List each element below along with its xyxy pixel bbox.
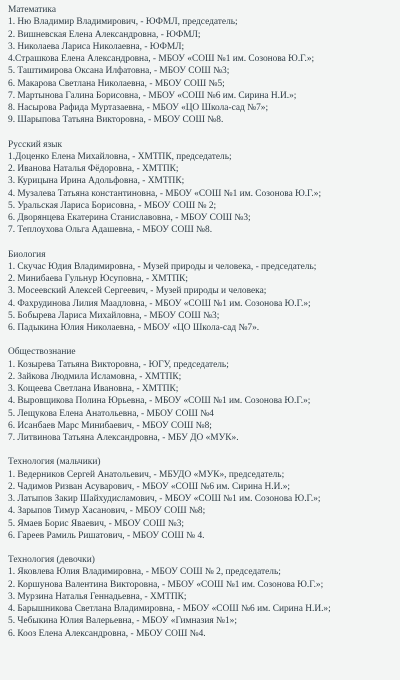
section-technology-girls xyxy=(8,554,398,640)
member-line: 6. Макарова Светлана Николаевна, - МБОУ СОШ №5; xyxy=(8,78,225,89)
member-line: 2. Иванова Наталья Фёдоровна, - ХМТПК; xyxy=(8,164,179,174)
section-biology xyxy=(8,249,398,335)
member-line: 4. Фахрудинова Лилия Маадловна, - МБОУ «СОШ №1 им. Созонова Ю.Г.»; xyxy=(8,298,311,309)
member-line: 1. Козырева Татьяна Викторовна, - ЮГУ, председатель; xyxy=(8,359,229,370)
section-mathematics xyxy=(8,4,398,127)
section-heading: Русский язык xyxy=(8,139,63,150)
member-line: 4. Барышникова Светлана Владимировна, - МБОУ «СОШ №6 им. Сирина Н.И.»; xyxy=(8,604,331,614)
section-heading: Математика xyxy=(8,5,56,15)
member-line: 6. Гареев Рамиль Ришатович, - МБОУ СОШ № 4. xyxy=(8,530,205,541)
member-line: 4. Музалева Татьяна константиновна, - МБОУ «СОШ №1 им. Созонова Ю.Г.»; xyxy=(8,188,322,199)
section-heading: Технология (мальчики) xyxy=(8,457,101,468)
member-line: 6. Дворянцева Екатерина Станиславовна, - МБОУ СОШ №3; xyxy=(8,213,251,223)
member-line: 5. Чебыкина Юлия Валерьевна, - МБОУ «Гимназия №1»; xyxy=(8,616,237,627)
member-line: 8. Насырова Рафида Муртазаевна, - МБОУ «ЦО Школа-сад №7»; xyxy=(8,103,269,113)
member-line: 3. Николаева Лариса Николаевна, - ЮФМЛ; xyxy=(8,41,185,52)
member-line: 2. Коршунова Валентина Викторовна, - МБОУ «СОШ №1 им. Созонова Ю.Г.»; xyxy=(8,579,324,590)
section-heading: Обществознание xyxy=(8,347,76,358)
section-technology-boys xyxy=(8,456,398,542)
member-line: 2. Вишневская Елена Александровна, - ЮФМЛ; xyxy=(8,29,201,40)
member-line: 5. Бобырева Лариса Михайловна, - МБОУ СОШ №3; xyxy=(8,310,220,321)
member-line: 4.Страшкова Елена Александровна, - МБОУ «СОШ №1 им. Созонова Ю.Г.»; xyxy=(8,54,315,64)
member-line: 7. Теплоухова Ольга Адашевна, - МБОУ СОШ №8. xyxy=(8,225,213,236)
member-line: 3. Мосеевский Алексей Сергеевич, - Музей природы и человека; xyxy=(8,286,267,297)
member-line: 9. Шарыпова Татьяна Викторовна, - МБОУ СОШ №8. xyxy=(8,115,224,126)
member-line: 6. Падыкина Юлия Николаевна, - МБОУ «ЦО Школа-сад №7». xyxy=(8,323,260,333)
member-line: 4. Выровщикова Полина Юрьевна, - МБОУ «СОШ №1 им. Созонова Ю.Г.»; xyxy=(8,396,311,407)
member-line: 5. Таштимирова Оксана Илфатовна, - МБОУ СОШ №3; xyxy=(8,66,230,77)
member-line: 1. Скучас Юдия Владимировна, - Музей природы и человека, - председатель; xyxy=(8,261,317,272)
member-line: 2. Зайкова Людмила Исламовна, - ХМТПК; xyxy=(8,371,182,382)
member-line: 1. Яковлева Юлия Владимировна, - МБОУ СОШ № 2, председатель; xyxy=(8,567,281,578)
member-line: 1. Ведерников Сергей Анатольевич, - МБУДО «МУК», председатель; xyxy=(8,469,285,480)
member-line: 3. Курицына Ирина Адольфовна, - ХМТПК; xyxy=(8,176,185,187)
section-social-studies xyxy=(8,346,398,444)
member-line: 4. Зарыпов Тимур Хасанович, - МБОУ СОШ №8; xyxy=(8,506,206,517)
member-line: 7. Литвинова Татьяна Александровна, - МБУ ДО «МУК». xyxy=(8,433,239,443)
section-russian-language xyxy=(8,139,398,237)
member-line: 1. Ню Владимир Владимирович, - ЮФМЛ, председатель; xyxy=(8,17,238,28)
member-line: 5. Лещукова Елена Анатольевна, - МБОУ СОШ №4 xyxy=(8,408,214,419)
member-line: 1.Доценко Елена Михайловна, - ХМТПК, председатель; xyxy=(8,151,232,162)
member-line: 6. Исанбаев Марс Минибаевич, - МБОУ СОШ №8; xyxy=(8,420,212,431)
member-line: 3. Кощеева Светлана Ивановна, - ХМТПК; xyxy=(8,384,179,394)
member-line: 6. Кооз Елена Александровна, - МБОУ СОШ №4. xyxy=(8,628,206,639)
member-line: 3. Латыпов Закир Шайхудисламович, - МБОУ «СОШ №1 им. Созонова Ю.Г.»; xyxy=(8,494,321,504)
section-heading: Биология xyxy=(8,249,46,260)
section-heading: Технология (девочки) xyxy=(8,555,95,565)
member-line: 7. Мартынова Галина Борисовна, - МБОУ «СОШ №6 им. Сирина Н.И.»; xyxy=(8,90,297,101)
member-line: 2. Чадимов Ризван Асуварович, - МБОУ «СОШ №6 им. Сирина Н.И.»; xyxy=(8,481,290,492)
member-line: 3. Мурзина Наталья Геннадьевна, - ХМТПК; xyxy=(8,591,187,602)
member-line: 2. Минибаева Гульнур Юсуповна, - ХМТПК; xyxy=(8,274,188,284)
member-line: 5. Уральская Лариса Борисовна, - МБОУ СОШ № 2; xyxy=(8,200,217,211)
member-line: 5. Ямаев Борис Яваевич, - МБОУ СОШ №3; xyxy=(8,518,184,529)
document-page xyxy=(8,4,398,640)
